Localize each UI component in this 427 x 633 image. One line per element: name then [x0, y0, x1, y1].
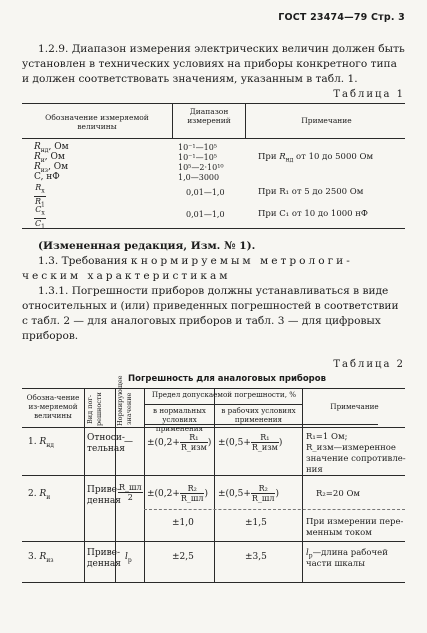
t1-name-c: C, нФ	[34, 172, 60, 182]
t1-range-r: 0,01—1,0	[186, 188, 225, 197]
t2-h-note: Примечание	[330, 402, 379, 411]
t1-range-1: 10⁻¹—10⁵	[178, 143, 217, 152]
t1-note-1: При $R_{нд}$ от 10 до 5000 Ом	[258, 152, 374, 164]
t2-r2-limit-normal: ±(0,2+ $\frac{\text{R₂}}{R\_шл}$ )	[147, 484, 208, 503]
t2-r3-note-b: части шкалы	[306, 559, 365, 569]
t2-h-work: в рабочих условиях применения	[221, 406, 296, 424]
t1-name-rnd: $R_{нд}$, Ом	[34, 142, 69, 154]
t2-r1-limit-normal: ±(0,2+ $\frac{\text{R₁}}{\text{R\_изм}}$ )	[147, 433, 212, 452]
t1-note-c: При C₁ от 10 до 1000 нФ	[258, 209, 368, 219]
t2-h-limit: Предел допускаемой погрешности, %	[151, 390, 297, 399]
t1-header-note: Примечание	[301, 116, 352, 125]
t2-r1-norm: —	[124, 437, 133, 447]
t2-r1-kind-a: Относи-	[87, 433, 125, 443]
table2-title: Погрешность для аналоговых приборов	[128, 374, 326, 384]
t1-name-riz: $R_{из}$, Ом	[34, 162, 69, 174]
t2-r3-kind-b: денная	[87, 559, 121, 569]
t1-range-c: 0,01—1,0	[186, 210, 225, 219]
p131-line3: с табл. 2 — для аналоговых приборов и табл. 3 — для цифровых	[22, 315, 381, 327]
t2-r2-kind-a: Приве-	[87, 485, 121, 495]
t2-r3-note-a: $l_р—длина$ рабочей	[306, 548, 388, 560]
p131-line4: приборов.	[22, 330, 79, 342]
p13-line1: 1.3. Требования к нормируемым метрологи-	[38, 255, 353, 267]
t1-header-range-l1: Диапазон	[189, 107, 229, 116]
t1-range-2: 10⁻¹—10⁵	[178, 153, 217, 162]
table2-caption: Таблица 2	[333, 359, 405, 370]
t2-r3-norm: $l_р$	[125, 552, 132, 564]
t2-r2-note-ac1: При измерении пере-	[306, 517, 404, 527]
t1-note-r: При R₁ от 5 до 2500 Ом	[258, 187, 364, 197]
t2-r1-note-a: R₁=1 Ом;	[306, 432, 348, 442]
t2-r3-limit-work: ±3,5	[245, 552, 267, 562]
t1-header-name-l1: Обозначение измеряемой	[45, 113, 149, 122]
t2-r1-note-d: ния	[306, 465, 323, 475]
t2-r2-kind-b: денная	[87, 496, 121, 506]
amendment-note: (Измененная редакция, Изм. № 1).	[38, 240, 256, 252]
p129-line3: и должен соответствовать значениям, указанным в табл. 1.	[22, 73, 358, 85]
t2-r3-limit-normal: ±2,5	[172, 552, 194, 562]
t2-r2-note-ac2: менным током	[306, 528, 372, 538]
t1-name-ri: $R_и$, Ом	[34, 152, 65, 164]
t1-ratio-r: $\frac{R_x}{R_1}$	[35, 183, 45, 209]
p131-line2: относительных и (или) приведенных погрешностей в соответствии	[22, 300, 399, 312]
t2-r2-name: 2. $R_и$	[28, 489, 51, 501]
t2-r2-limit-normal-ac: ±1,0	[172, 518, 194, 528]
t2-r3-name: 3. $R_{из}$	[28, 552, 54, 564]
p129-line1: 1.2.9. Диапазон измерения электрических величин должен быть	[38, 43, 405, 55]
t1-header-range-l2: измерений	[187, 116, 231, 125]
page-header: ГОСТ 23474—79 Стр. 3	[278, 12, 405, 23]
t2-h-norm: Нормирующее значение	[116, 375, 133, 426]
t1-header-name-l2: величины	[77, 122, 117, 131]
p13-line2: ческим характеристикам	[22, 270, 231, 282]
table1-caption: Таблица 1	[333, 89, 405, 100]
t2-h-normal: в нормальных условиях применения	[153, 406, 206, 433]
t2-r1-name: 1. $R_{нд}$	[28, 437, 54, 449]
t2-r2-limit-work: ±(0,5+ $\frac{\text{R₂}}{R\_шл}$ )	[218, 484, 279, 503]
t2-r2-norm: $\frac{R\_шл}{2}$	[119, 483, 142, 502]
t2-r2-note: R₂=20 Ом	[316, 489, 361, 499]
t2-r2-limit-work-ac: ±1,5	[245, 518, 267, 528]
t2-h-kind: Вид пог-решности	[86, 392, 103, 426]
t2-r1-kind-b: тельная	[87, 444, 125, 454]
t2-r1-note-b: R_изм—измеренное	[306, 443, 396, 453]
t2-r1-note-c: значение сопротивле-	[306, 454, 406, 464]
t1-range-3: 10⁵—2·10¹⁰	[178, 163, 224, 172]
t1-ratio-c: $\frac{C_x}{C_1}$	[35, 205, 45, 231]
t2-r3-kind-a: Приве-	[87, 548, 121, 558]
p129-line2: установлен в технических условиях на приборы конкретного типа	[22, 58, 397, 70]
t2-h-name: Обозна-чение из-меряемой величины	[26, 393, 80, 420]
t1-range-4: 1,0—3000	[178, 173, 220, 182]
t2-r1-limit-work: ±(0,5+ $\frac{\text{R₁}}{\text{R\_изм}}$ )	[218, 433, 283, 452]
p131-line1: 1.3.1. Погрешности приборов должны устанавливаться в виде	[38, 285, 389, 297]
